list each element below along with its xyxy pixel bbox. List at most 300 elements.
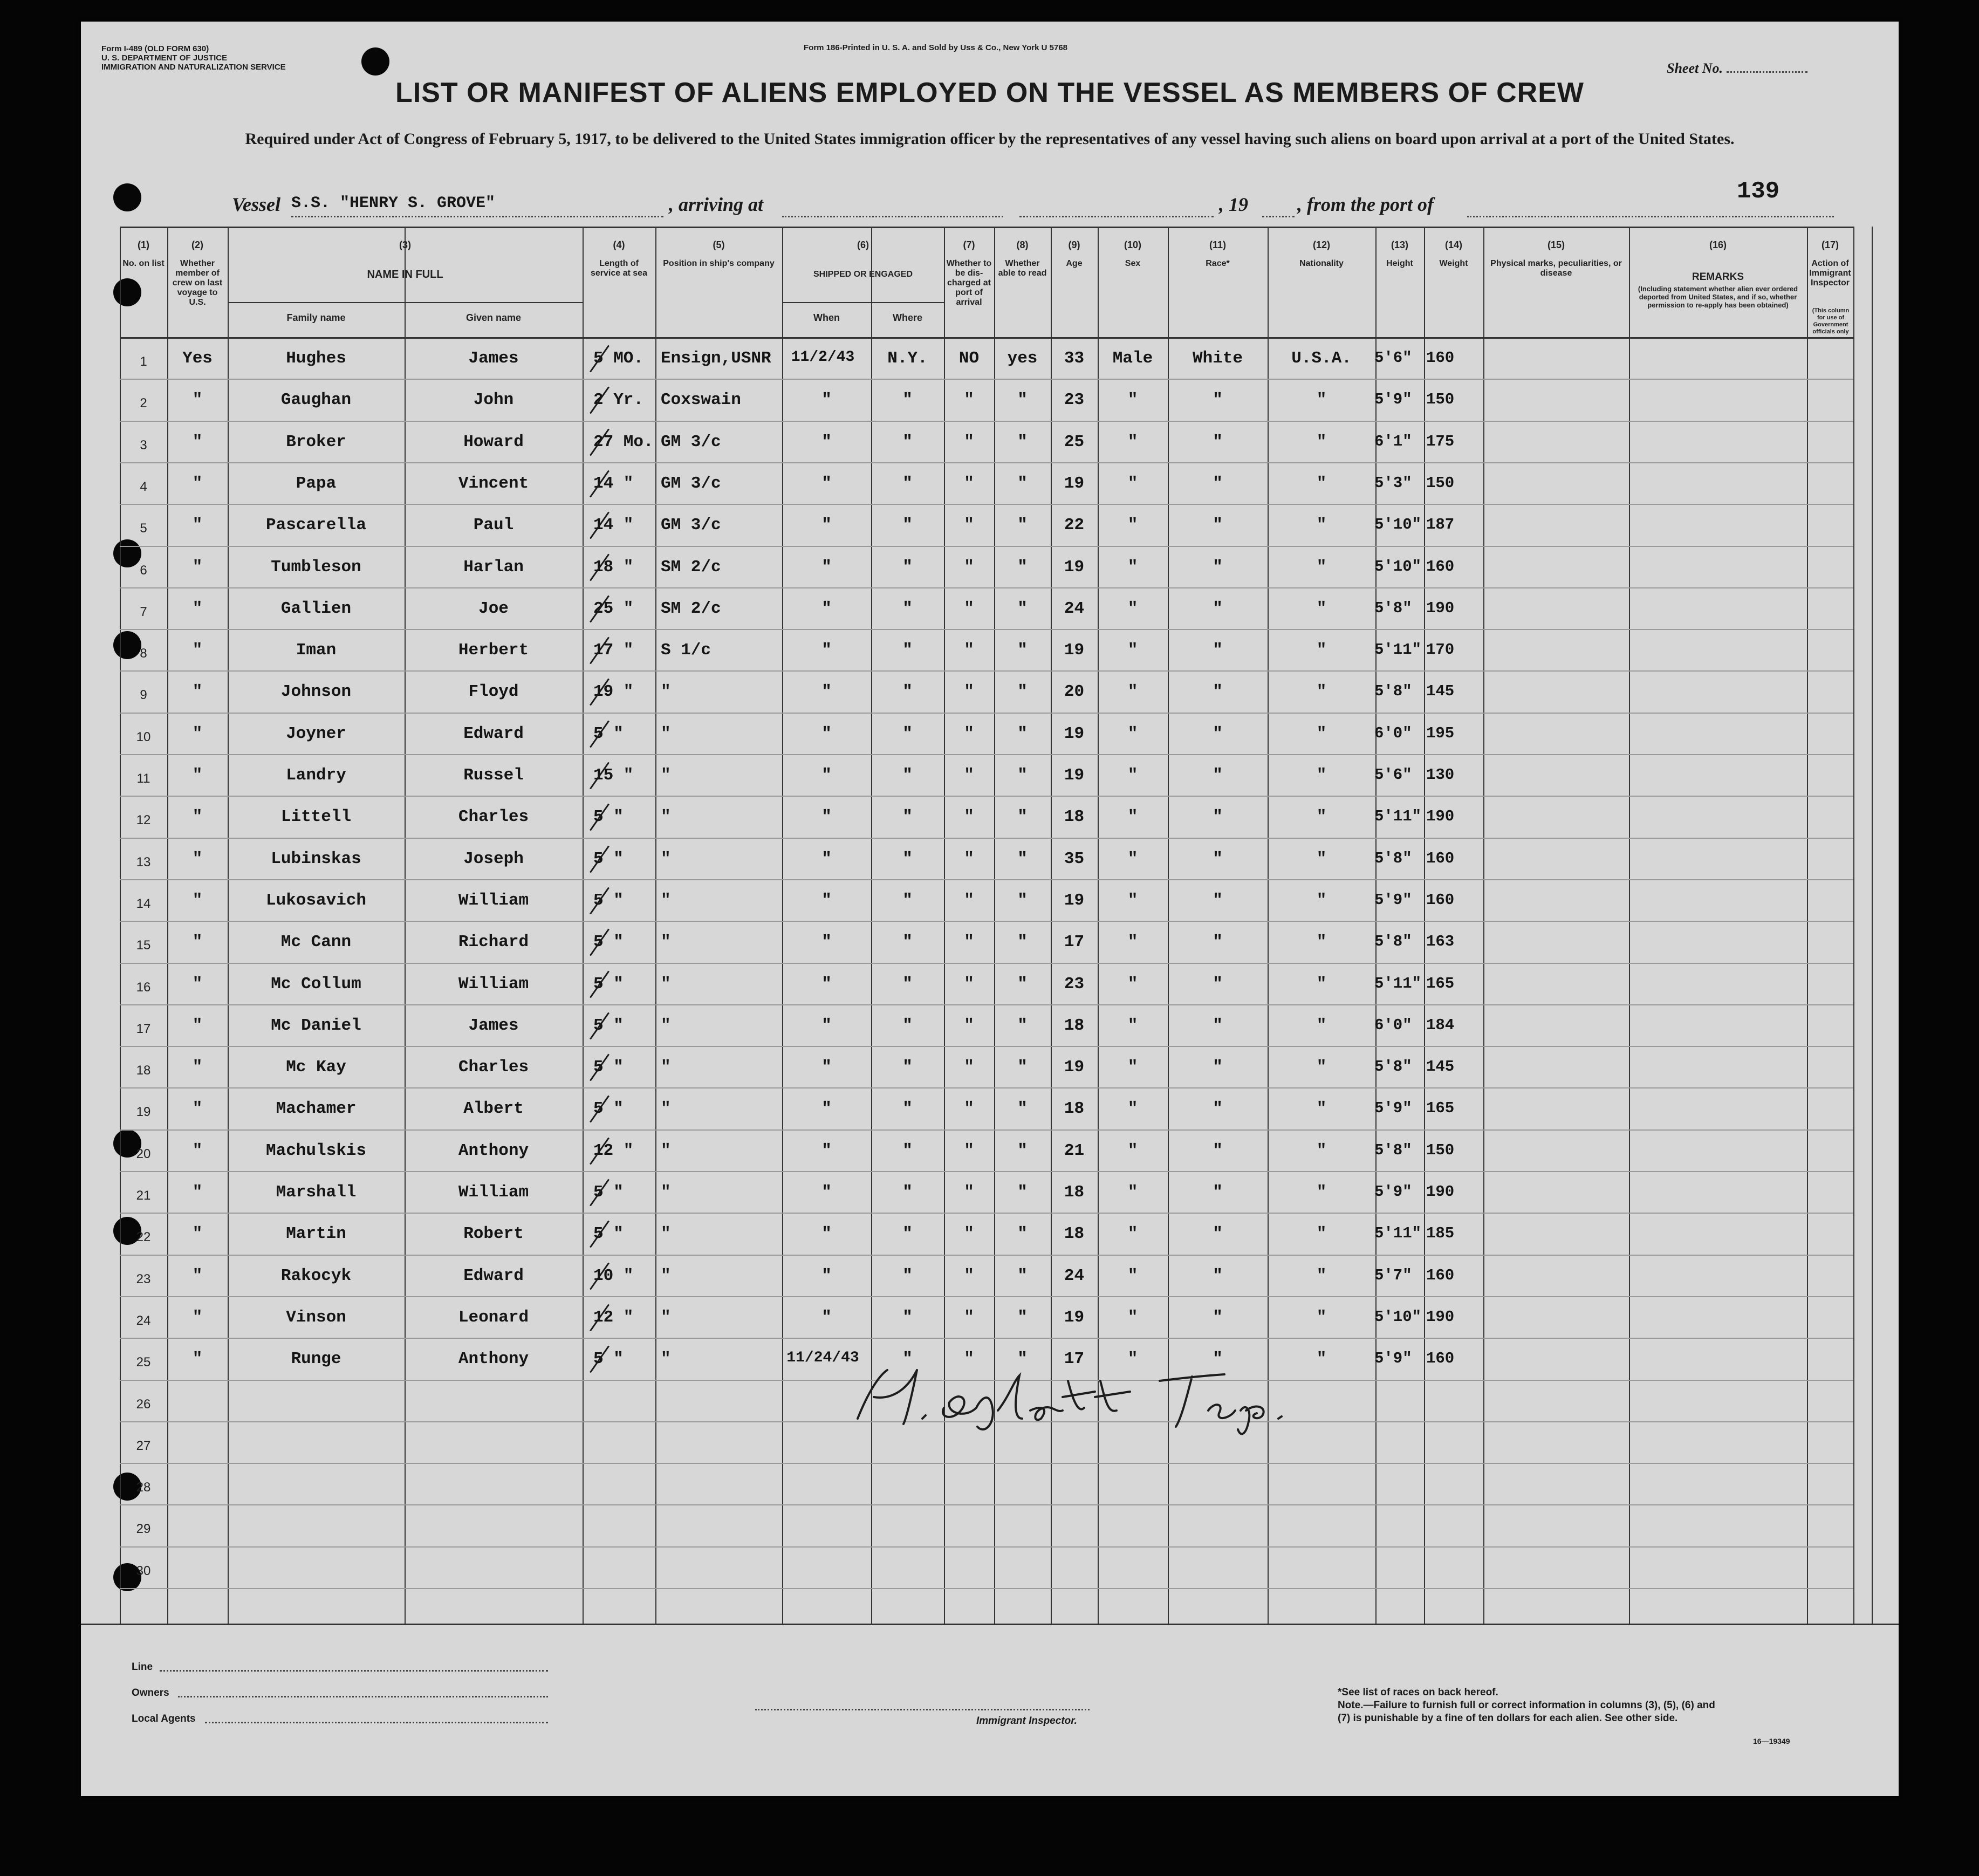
shipped-subrule — [782, 302, 944, 303]
cell-race: " — [1213, 641, 1223, 660]
cell-service: 5 " — [593, 1016, 624, 1035]
cell-read: " — [1017, 766, 1028, 785]
cell-family: Marshall — [276, 1183, 357, 1202]
cell-position: Coxswain — [661, 391, 741, 410]
vessel-name: S.S. "HENRY S. GROVE" — [291, 194, 496, 213]
cell-discharged: " — [964, 432, 974, 451]
row-number: 30 — [136, 1563, 151, 1578]
column-rule — [655, 227, 656, 1624]
cell-crew: " — [192, 1266, 203, 1285]
row-number: 22 — [136, 1230, 151, 1245]
cell-service: 5 " — [593, 1058, 624, 1077]
cell-sex: " — [1127, 849, 1138, 868]
cell-weight: 195 — [1426, 724, 1455, 742]
row-rule — [120, 921, 1853, 922]
cell-read: " — [1017, 807, 1028, 827]
cell-position: S 1/c — [661, 641, 711, 660]
cell-position: " — [661, 1224, 671, 1244]
cell-when: " — [821, 1141, 832, 1160]
cell-race: " — [1213, 1183, 1223, 1202]
cell-when: " — [821, 1183, 832, 1202]
cell-where: " — [902, 1099, 913, 1119]
cell-nationality: " — [1316, 724, 1327, 743]
cell-height: 5'8" — [1374, 849, 1412, 867]
cell-race: " — [1213, 1307, 1223, 1327]
cell-discharged: " — [964, 641, 974, 660]
cell-discharged: " — [964, 1058, 974, 1077]
cell-given: Joe — [478, 599, 509, 618]
cell-position: " — [661, 1058, 671, 1077]
cell-age: 20 — [1064, 682, 1085, 702]
cell-service: 5 " — [593, 933, 624, 952]
cell-position: " — [661, 1307, 671, 1327]
cell-discharged: " — [964, 599, 974, 618]
row-number: 18 — [136, 1063, 151, 1078]
cell-height: 6'0" — [1374, 724, 1412, 742]
cell-read: " — [1017, 516, 1028, 535]
cell-age: 17 — [1064, 1350, 1085, 1369]
cell-weight: 160 — [1426, 349, 1455, 367]
column-rule — [1872, 227, 1873, 1624]
cell-where: " — [902, 1016, 913, 1035]
cell-race: " — [1213, 1224, 1223, 1244]
row-number: 25 — [136, 1355, 151, 1370]
cell-service: 5 " — [593, 807, 624, 827]
cell-height: 5'11" — [1374, 807, 1422, 826]
cell-weight: 150 — [1426, 1141, 1455, 1159]
service: IMMIGRATION AND NATURALIZATION SERVICE — [101, 63, 286, 72]
cell-weight: 170 — [1426, 641, 1455, 659]
cell-race: " — [1213, 391, 1223, 410]
cell-service: 12 " — [593, 1307, 634, 1327]
cell-read: " — [1017, 724, 1028, 743]
cell-nationality: " — [1316, 1016, 1327, 1035]
cell-discharged: " — [964, 974, 974, 994]
cell-given: Paul — [473, 516, 514, 535]
row-number: 10 — [136, 729, 151, 744]
cell-read: " — [1017, 682, 1028, 702]
cell-weight: 190 — [1426, 807, 1455, 826]
column-number: (3) — [399, 239, 411, 250]
header-rule — [120, 337, 1853, 339]
cell-given: Herbert — [458, 641, 529, 660]
cell-race: " — [1213, 1350, 1223, 1369]
cell-crew: " — [192, 849, 203, 868]
cell-race: " — [1213, 1266, 1223, 1285]
cell-weight: 145 — [1426, 682, 1455, 701]
cell-read: " — [1017, 891, 1028, 910]
cell-when: " — [821, 474, 832, 493]
cell-service: 5 MO. — [593, 349, 644, 368]
form-block — [101, 44, 286, 72]
cell-where: " — [902, 807, 913, 827]
cell-family: Hughes — [286, 349, 346, 368]
row-number: 23 — [136, 1271, 151, 1286]
row-number: 6 — [140, 563, 147, 578]
cell-sex: " — [1127, 557, 1138, 577]
cell-when: " — [821, 432, 832, 451]
cell-age: 25 — [1064, 432, 1085, 451]
cell-family: Tumbleson — [271, 557, 361, 577]
cell-service: 2 Yr. — [593, 391, 644, 410]
cell-read: " — [1017, 933, 1028, 952]
cell-where: " — [902, 682, 913, 702]
row-number: 4 — [140, 479, 147, 494]
cell-weight: 165 — [1426, 974, 1455, 992]
cell-discharged: " — [964, 766, 974, 785]
vessel-line — [232, 193, 1850, 225]
cell-service: 5 " — [593, 1350, 624, 1369]
cell-position: " — [661, 974, 671, 994]
cell-when: " — [821, 891, 832, 910]
cell-weight: 160 — [1426, 557, 1455, 576]
cell-discharged: " — [964, 1183, 974, 1202]
cell-read: " — [1017, 1099, 1028, 1119]
row-number: 15 — [136, 938, 151, 953]
cell-given: Leonard — [458, 1307, 529, 1327]
cell-discharged: " — [964, 807, 974, 827]
cell-sex: " — [1127, 766, 1138, 785]
cell-age: 19 — [1064, 641, 1085, 660]
cell-service: 5 " — [593, 724, 624, 743]
cell-nationality: " — [1316, 1058, 1327, 1077]
row-rule — [120, 1046, 1853, 1047]
cell-nationality: " — [1316, 1307, 1327, 1327]
cell-position: SM 2/c — [661, 557, 721, 577]
cell-height: 5'10" — [1374, 557, 1422, 576]
row-number: 9 — [140, 688, 147, 703]
cell-nationality: " — [1316, 1183, 1327, 1202]
cell-sex: " — [1127, 807, 1138, 827]
cell-race: " — [1213, 1016, 1223, 1035]
row-rule — [120, 963, 1853, 964]
column-header-read: Whether able to read — [998, 259, 1047, 278]
sheet-number-label: Sheet No. — [1667, 60, 1807, 77]
cell-nationality: " — [1316, 432, 1327, 451]
cell-weight: 160 — [1426, 849, 1455, 867]
cell-family: Mc Daniel — [271, 1016, 361, 1035]
cell-height: 5'9" — [1374, 1099, 1412, 1118]
cell-height: 5'6" — [1374, 766, 1412, 784]
cell-when: " — [821, 974, 832, 994]
cell-age: 21 — [1064, 1141, 1085, 1160]
row-rule — [120, 504, 1853, 505]
cell-race: " — [1213, 891, 1223, 910]
row-rule — [120, 1004, 1853, 1005]
cell-family: Machamer — [276, 1099, 357, 1119]
form-code: 16—19349 — [1753, 1737, 1790, 1745]
cell-sex: " — [1127, 1266, 1138, 1285]
cell-given: Russel — [463, 766, 524, 785]
cell-when: " — [821, 1099, 832, 1119]
row-number: 24 — [136, 1313, 151, 1328]
column-header-shipped: SHIPPED OR ENGAGED — [813, 270, 913, 279]
cell-race: " — [1213, 933, 1223, 952]
cell-discharged: " — [964, 1141, 974, 1160]
row-number: 19 — [136, 1105, 151, 1120]
cell-where: " — [902, 891, 913, 910]
cell-crew: " — [192, 599, 203, 618]
cell-when: " — [821, 1224, 832, 1244]
cell-family: Runge — [291, 1350, 341, 1369]
row-rule — [120, 1087, 1853, 1088]
cell-height: 6'0" — [1374, 1016, 1412, 1034]
column-header-discharged: Whether to be dis-charged at port of arrival — [946, 259, 992, 307]
cell-given: William — [458, 1183, 529, 1202]
cell-where: N.Y. — [887, 349, 928, 368]
cell-height: 5'8" — [1374, 682, 1412, 701]
cell-read: " — [1017, 849, 1028, 868]
cell-service: 5 " — [593, 891, 624, 910]
cell-height: 5'7" — [1374, 1266, 1412, 1284]
column-number: (9) — [1068, 239, 1080, 250]
column-header-sex: Sex — [1125, 259, 1141, 268]
column-number: (5) — [713, 239, 725, 250]
cell-read: " — [1017, 1224, 1028, 1244]
cell-discharged: " — [964, 933, 974, 952]
department: U. S. DEPARTMENT OF JUSTICE — [101, 53, 228, 63]
cell-position: " — [661, 1099, 671, 1119]
cell-given: Anthony — [458, 1350, 529, 1369]
cell-nationality: " — [1316, 682, 1327, 702]
cell-given: Howard — [463, 432, 524, 451]
column-number: (1) — [138, 239, 149, 250]
cell-crew: " — [192, 766, 203, 785]
cell-position: " — [661, 1141, 671, 1160]
cell-given: William — [458, 891, 529, 910]
row-number: 17 — [136, 1021, 151, 1036]
cell-age: 22 — [1064, 516, 1085, 535]
cell-when: " — [821, 557, 832, 577]
cell-when: " — [821, 1266, 832, 1285]
column-number: (4) — [613, 239, 625, 250]
cell-nationality: " — [1316, 849, 1327, 868]
cell-nationality: " — [1316, 557, 1327, 577]
cell-sex: " — [1127, 599, 1138, 618]
row-number: 1 — [140, 354, 147, 369]
row-number: 2 — [140, 396, 147, 411]
cell-height: 5'9" — [1374, 1350, 1412, 1368]
cell-read: " — [1017, 1350, 1028, 1369]
cell-age: 18 — [1064, 1099, 1085, 1119]
column-header-service: Length of service at sea — [591, 259, 647, 278]
cell-given: Anthony — [458, 1141, 529, 1160]
cell-discharged: " — [964, 1224, 974, 1244]
row-number: 8 — [140, 646, 147, 661]
cell-where: " — [902, 766, 913, 785]
cell-sex: " — [1127, 933, 1138, 952]
cell-service: 5 " — [593, 1224, 624, 1244]
row-rule — [120, 1588, 1853, 1589]
cell-position: GM 3/c — [661, 516, 721, 535]
races-note: *See list of races on back hereof. — [1338, 1687, 1498, 1698]
column-header-age: Age — [1066, 259, 1083, 268]
cell-race: " — [1213, 1058, 1223, 1077]
cell-service: 12 " — [593, 1141, 634, 1160]
page-number: 139 — [1737, 178, 1780, 205]
cell-weight: 130 — [1426, 766, 1455, 784]
cell-given: Edward — [463, 724, 524, 743]
cell-read: " — [1017, 557, 1028, 577]
cell-service: 14 " — [593, 474, 634, 493]
cell-crew: " — [192, 1141, 203, 1160]
cell-weight: 190 — [1426, 599, 1455, 617]
cell-age: 19 — [1064, 724, 1085, 743]
cell-sex: " — [1127, 1058, 1138, 1077]
cell-discharged: " — [964, 516, 974, 535]
cell-crew: " — [192, 933, 203, 952]
cell-race: " — [1213, 1141, 1223, 1160]
cell-crew: " — [192, 1183, 203, 1202]
cell-family: Machulskis — [265, 1141, 367, 1160]
row-rule — [120, 1504, 1853, 1505]
cell-sex: " — [1127, 391, 1138, 410]
where-header: Where — [892, 312, 922, 323]
cell-when: " — [821, 1016, 832, 1035]
cell-crew: " — [192, 724, 203, 743]
cell-position: " — [661, 1183, 671, 1202]
cell-sex: " — [1127, 1307, 1138, 1327]
cell-race: " — [1213, 474, 1223, 493]
cell-race: " — [1213, 682, 1223, 702]
cell-discharged: " — [964, 891, 974, 910]
cell-where: " — [902, 1058, 913, 1077]
column-number: (6) — [857, 239, 869, 250]
cell-race: " — [1213, 766, 1223, 785]
column-header-n: No. on list — [122, 259, 165, 268]
cell-discharged: " — [964, 682, 974, 702]
cell-crew: " — [192, 516, 203, 535]
cell-family: Iman — [296, 641, 337, 660]
cell-weight: 160 — [1426, 891, 1455, 909]
cell-weight: 163 — [1426, 933, 1455, 951]
cell-crew: " — [192, 1224, 203, 1244]
cell-where: " — [902, 974, 913, 994]
row-rule — [120, 670, 1853, 672]
cell-position: " — [661, 1266, 671, 1285]
column-header-weight: Weight — [1439, 259, 1468, 268]
cell-given: Joseph — [463, 849, 524, 868]
row-number: 14 — [136, 896, 151, 911]
row-rule — [120, 1463, 1853, 1464]
column-number: (11) — [1209, 239, 1227, 250]
cell-age: 19 — [1064, 766, 1085, 785]
cell-height: 5'11" — [1374, 974, 1422, 992]
row-rule — [120, 379, 1853, 380]
cell-discharged: " — [964, 391, 974, 410]
row-number: 13 — [136, 854, 151, 869]
cell-nationality: " — [1316, 1350, 1327, 1369]
immigrant-inspector-label: Immigrant Inspector. — [976, 1715, 1077, 1727]
cell-discharged: " — [964, 1099, 974, 1119]
row-rule — [120, 1213, 1853, 1214]
cell-height: 5'11" — [1374, 1224, 1422, 1243]
year-label: , 19 — [1219, 194, 1248, 215]
column-rule — [1483, 227, 1484, 1624]
cell-sex: " — [1127, 1141, 1138, 1160]
cell-nationality: " — [1316, 1099, 1327, 1119]
cell-when: " — [821, 807, 832, 827]
cell-race: " — [1213, 432, 1223, 451]
cell-position: " — [661, 807, 671, 827]
cell-sex: " — [1127, 516, 1138, 535]
cell-nationality: " — [1316, 807, 1327, 827]
cell-family: Martin — [286, 1224, 346, 1244]
row-rule — [120, 1171, 1853, 1172]
cell-when: " — [821, 391, 832, 410]
cell-family: Joyner — [286, 724, 346, 743]
cell-position: " — [661, 1350, 671, 1369]
cell-family: Mc Kay — [286, 1058, 346, 1077]
cell-height: 6'1" — [1374, 432, 1412, 450]
cell-age: 18 — [1064, 807, 1085, 827]
cell-given: John — [473, 391, 514, 410]
cell-where: " — [902, 1266, 913, 1285]
cell-age: 17 — [1064, 933, 1085, 952]
row-rule — [120, 838, 1853, 839]
cell-age: 33 — [1064, 349, 1085, 368]
cell-when: " — [821, 849, 832, 868]
row-rule — [120, 1296, 1853, 1297]
column-rule — [1807, 227, 1808, 1624]
cell-family: Gallien — [280, 599, 352, 618]
cell-family: Lubinskas — [271, 849, 361, 868]
cell-where: " — [902, 557, 913, 577]
cell-height: 5'9" — [1374, 391, 1412, 409]
cell-read: " — [1017, 1058, 1028, 1077]
row-rule — [120, 1255, 1853, 1256]
cell-where: " — [902, 1350, 913, 1369]
cell-where: " — [902, 724, 913, 743]
local-agents-label: Local Agents — [132, 1713, 196, 1724]
cell-where: " — [902, 391, 913, 410]
cell-crew: " — [192, 807, 203, 827]
cell-height: 5'11" — [1374, 641, 1422, 659]
cell-position: " — [661, 682, 671, 702]
cell-nationality: " — [1316, 474, 1327, 493]
column-rule — [120, 227, 121, 1624]
cell-weight: 150 — [1426, 391, 1455, 409]
column-number: (15) — [1547, 239, 1565, 250]
cell-position: " — [661, 766, 671, 785]
cell-discharged: " — [964, 474, 974, 493]
cell-service: 15 " — [593, 766, 634, 785]
name-subrule — [228, 302, 583, 303]
cell-service: 14 " — [593, 516, 634, 535]
cell-read: " — [1017, 474, 1028, 493]
cell-position: Ensign,USNR — [661, 349, 771, 368]
cell-nationality: " — [1316, 641, 1327, 660]
cell-height: 5'6" — [1374, 349, 1412, 367]
row-rule — [120, 462, 1853, 463]
cell-when: 11/24/43 — [786, 1350, 859, 1367]
column-number: (7) — [963, 239, 975, 250]
cell-given: Albert — [463, 1099, 524, 1119]
page-subtitle: Required under Act of Congress of February 5, 1917, to be delivered to the United States immigration officer by the representatives of any vessel having such aliens on board upon arrival at a port of the United States. — [245, 130, 1735, 148]
cell-nationality: " — [1316, 891, 1327, 910]
cell-given: Robert — [463, 1224, 524, 1244]
cell-crew: " — [192, 1099, 203, 1119]
cell-age: 19 — [1064, 474, 1085, 493]
cell-sex: " — [1127, 474, 1138, 493]
cell-position: " — [661, 933, 671, 952]
cell-weight: 184 — [1426, 1016, 1455, 1034]
cell-given: Edward — [463, 1266, 524, 1285]
row-rule — [120, 629, 1853, 630]
row-rule — [120, 546, 1853, 547]
cell-height: 5'10" — [1374, 516, 1422, 534]
cell-given: Vincent — [458, 474, 529, 493]
